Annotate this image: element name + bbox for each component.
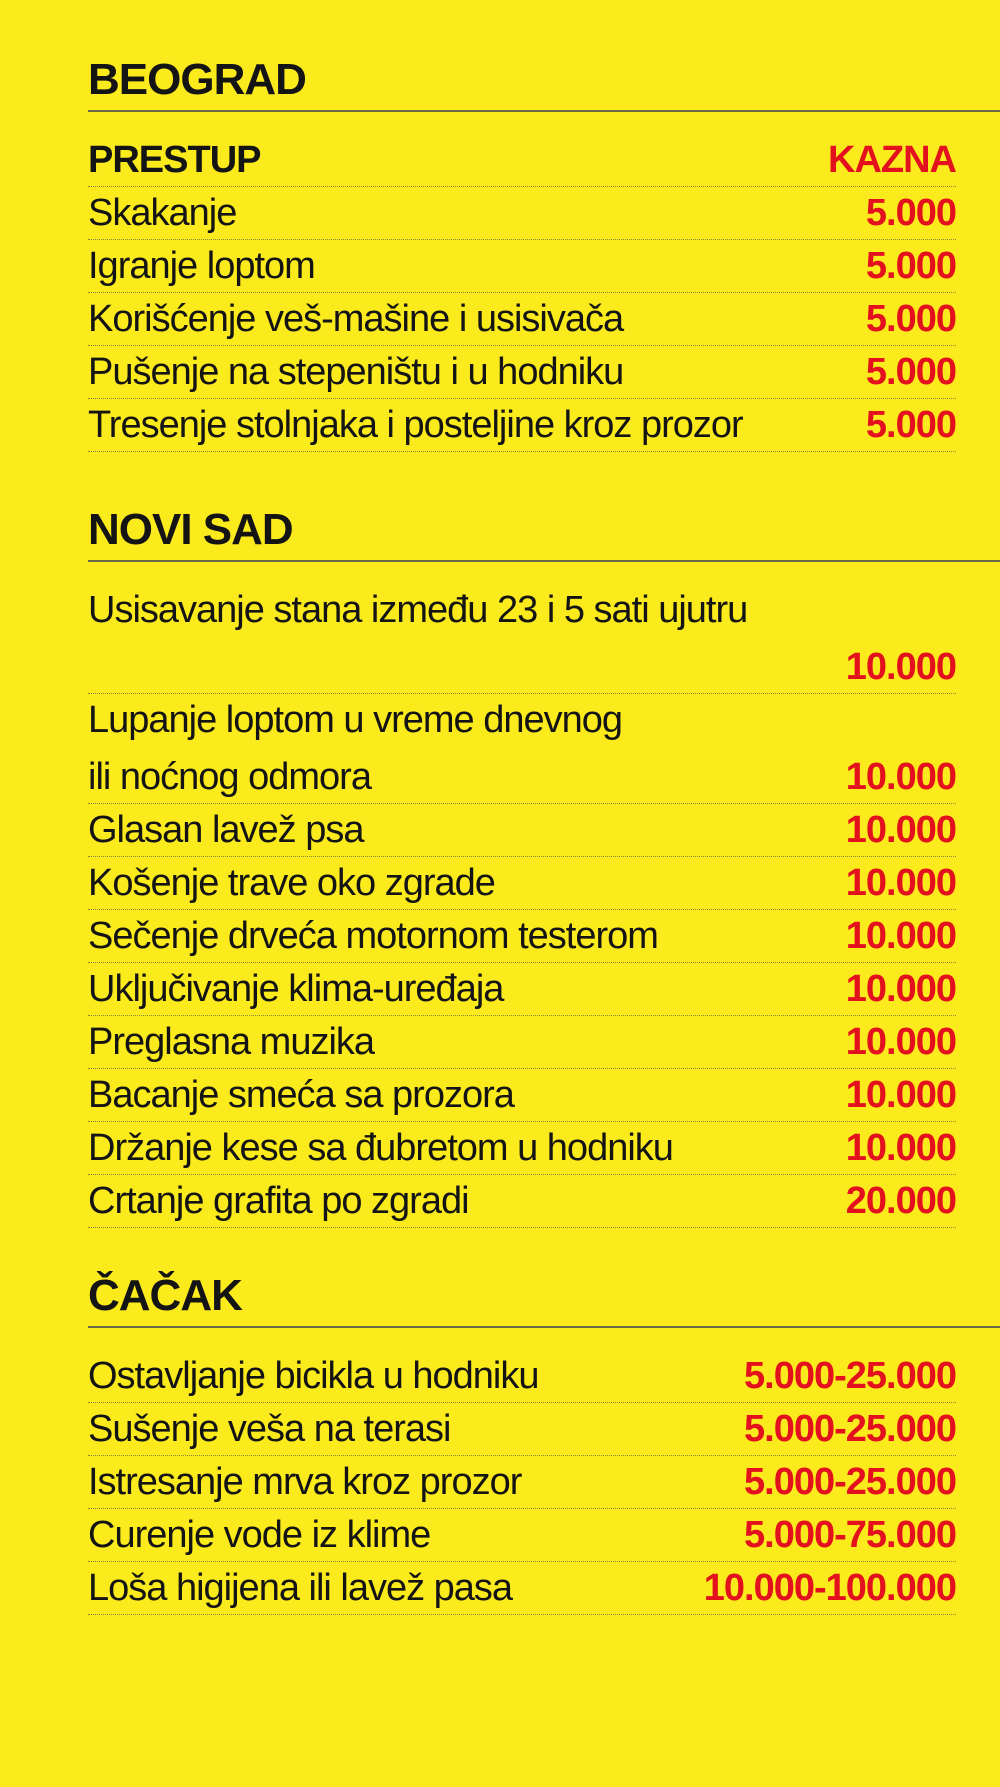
- offense-label: Ostavljanje bicikla u hodniku: [88, 1355, 539, 1397]
- fine-amount: 10.000: [845, 1021, 956, 1063]
- offense-label-cont: ili noćnog odmora: [88, 756, 371, 798]
- header-fine: KAZNA: [828, 139, 956, 181]
- fine-amount: 20.000: [845, 1180, 956, 1222]
- offense-label: Pušenje na stepeništu i u hodniku: [88, 351, 624, 393]
- offense-label: Bacanje smeća sa prozora: [88, 1074, 514, 1116]
- table-row: [88, 694, 956, 804]
- table-row: [88, 804, 956, 857]
- table-row: [88, 584, 956, 694]
- table-row: [88, 1350, 956, 1403]
- section-beograd: [88, 50, 956, 452]
- fine-amount: 5.000-25.000: [744, 1408, 956, 1450]
- fine-amount: 5.000: [865, 192, 956, 234]
- table-row: [88, 857, 956, 910]
- section-divider: [88, 1326, 1000, 1328]
- fine-amount: 10.000: [845, 1127, 956, 1169]
- offense-label: Držanje kese sa đubretom u hodniku: [88, 1127, 673, 1169]
- fine-amount: 10.000: [845, 646, 956, 688]
- fine-amount: 5.000-75.000: [744, 1514, 956, 1556]
- fine-amount: 10.000: [845, 862, 956, 904]
- offense-label: Korišćenje veš-mašine i usisivača: [88, 298, 624, 340]
- fine-amount: 5.000: [865, 245, 956, 287]
- section-divider: [88, 560, 1000, 562]
- section-title-beograd: BEOGRAD: [88, 55, 306, 104]
- spacer: [88, 452, 956, 500]
- spacer: [88, 1228, 956, 1266]
- table-row: [88, 1122, 956, 1175]
- offense-label: Skakanje: [88, 192, 237, 234]
- fine-amount: 10.000: [845, 756, 956, 798]
- table-row: [88, 293, 956, 346]
- table-row: [88, 240, 956, 293]
- offense-label: Usisavanje stana između 23 i 5 sati ujutru: [88, 589, 748, 631]
- table-row: [88, 399, 956, 452]
- section-title-novi-sad: NOVI SAD: [88, 505, 293, 554]
- fine-amount: 5.000: [865, 404, 956, 446]
- fine-amount: 5.000: [865, 298, 956, 340]
- fine-amount: 10.000: [845, 915, 956, 957]
- fine-amount: 10.000: [845, 809, 956, 851]
- table-row: [88, 910, 956, 963]
- offense-label: Istresanje mrva kroz prozor: [88, 1461, 522, 1503]
- fines-table: [88, 50, 956, 1615]
- table-row: [88, 1069, 956, 1122]
- table-row: [88, 1562, 956, 1615]
- table-row: [88, 1175, 956, 1228]
- table-row: [88, 963, 956, 1016]
- offense-label: Preglasna muzika: [88, 1021, 375, 1063]
- section-title-cacak: ČAČAK: [88, 1271, 242, 1320]
- table-header: [88, 134, 956, 187]
- section-divider: [88, 110, 1000, 112]
- offense-label: Igranje loptom: [88, 245, 315, 287]
- fine-amount: 5.000: [865, 351, 956, 393]
- header-offense: PRESTUP: [88, 139, 261, 181]
- fine-amount: 10.000-100.000: [703, 1567, 956, 1609]
- offense-label: Košenje trave oko zgrade: [88, 862, 495, 904]
- offense-label: Crtanje grafita po zgradi: [88, 1180, 469, 1222]
- offense-label: Sušenje veša na terasi: [88, 1408, 451, 1450]
- table-row: [88, 1016, 956, 1069]
- offense-label: Curenje vode iz klime: [88, 1514, 431, 1556]
- table-row: [88, 1456, 956, 1509]
- fine-amount: 5.000-25.000: [744, 1355, 956, 1397]
- offense-label: Tresenje stolnjaka i posteljine kroz prozor: [88, 404, 743, 446]
- table-row: [88, 187, 956, 240]
- table-row: [88, 1403, 956, 1456]
- table-row: [88, 1509, 956, 1562]
- section-novi-sad: [88, 500, 956, 1228]
- offense-label: Loša higijena ili lavež pasa: [88, 1567, 513, 1609]
- offense-label: Sečenje drveća motornom testerom: [88, 915, 658, 957]
- fine-amount: 10.000: [845, 1074, 956, 1116]
- section-cacak: [88, 1266, 956, 1615]
- offense-label: Uključivanje klima-uređaja: [88, 968, 504, 1010]
- offense-label: Lupanje loptom u vreme dnevnog: [88, 699, 623, 741]
- table-row: [88, 346, 956, 399]
- fine-amount: 10.000: [845, 968, 956, 1010]
- fine-amount: 5.000-25.000: [744, 1461, 956, 1503]
- offense-label: Glasan lavež psa: [88, 809, 364, 851]
